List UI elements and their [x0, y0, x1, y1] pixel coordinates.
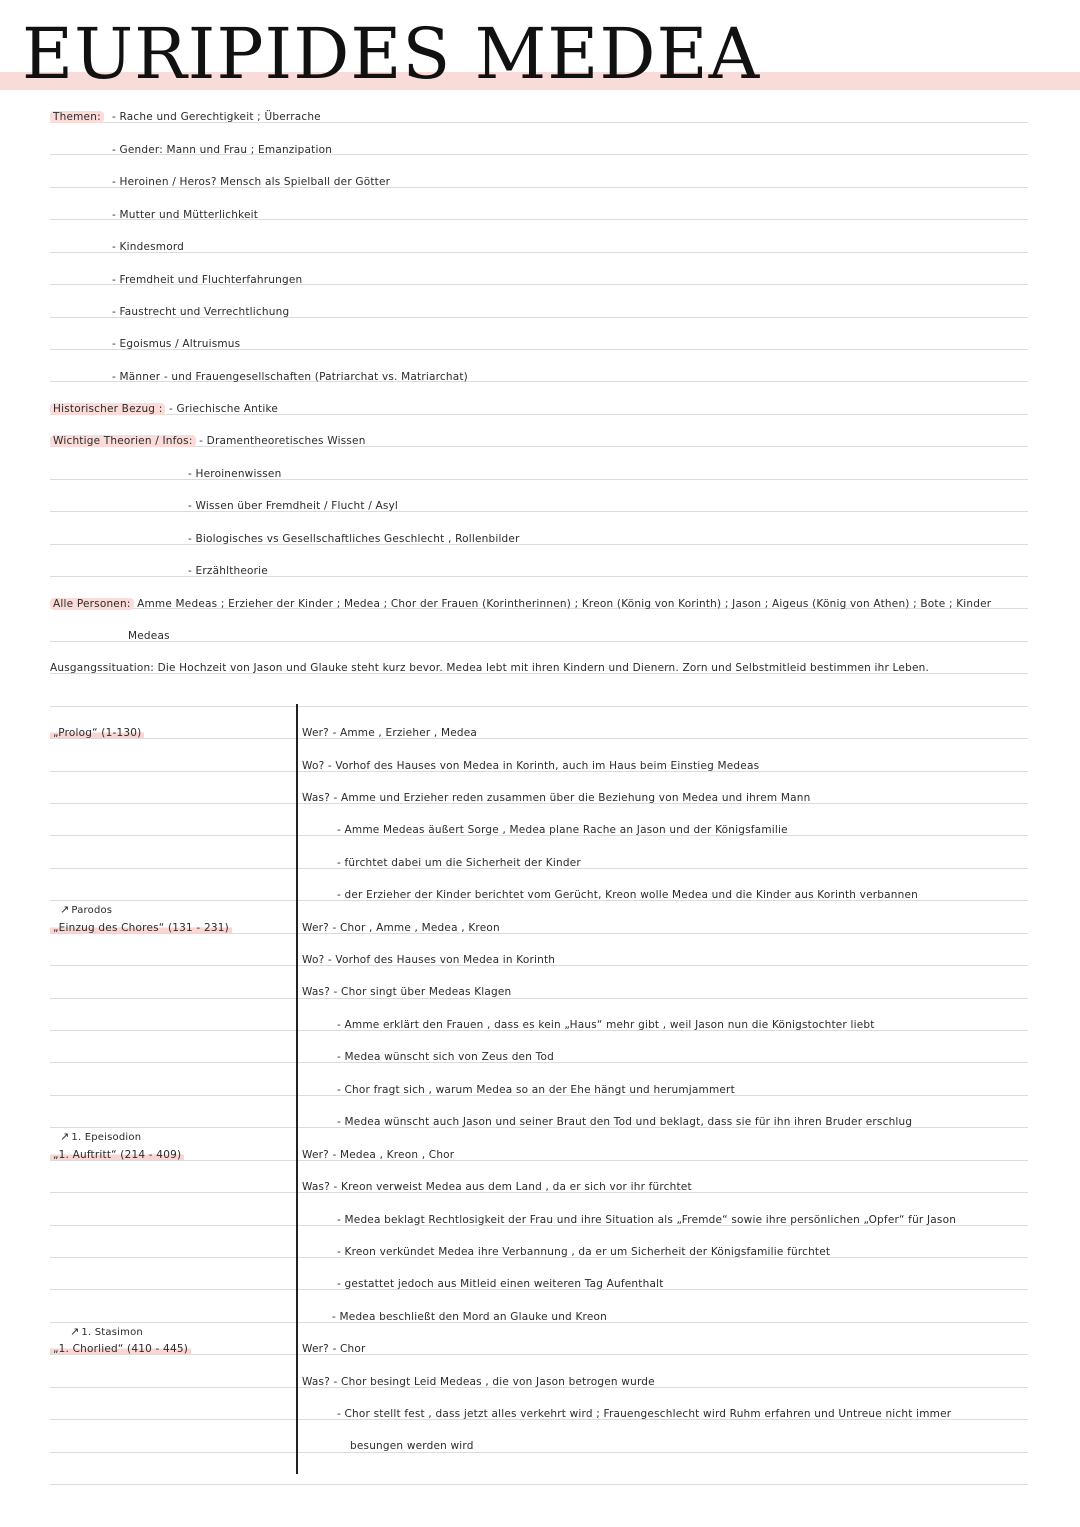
list-item: - Egoismus / Altruismus [112, 338, 241, 350]
scene-line: Was? - Amme und Erzieher reden zusammen über die Beziehung von Medea und ihrem Mann [302, 792, 811, 804]
page-title: EURIPIDES MEDEA [22, 13, 761, 95]
scene-line: - fürchtet dabei um die Sicherheit der Kinder [337, 857, 581, 869]
arrow-icon: ↗ [60, 903, 70, 916]
scene-line: - Medea beklagt Rechtlosigkeit der Frau und ihre Situation als „Fremde“ sowie ihre persönlichen „Opfer“ für Jason [337, 1214, 957, 1226]
personen-row [50, 597, 991, 611]
list-item: - Fremdheit und Fluchterfahrungen [112, 274, 303, 286]
section-note-stasimon: ↗ 1. Stasimon [70, 1325, 143, 1338]
section-note-parodos: ↗ Parodos [60, 903, 113, 916]
list-item: - Mutter und Mütterlichkeit [112, 209, 259, 221]
section-label-prolog: „Prolog“ (1-130) [50, 726, 144, 740]
section-note-epeisodion: ↗ 1. Epeisodion [60, 1130, 142, 1143]
list-item: - Faustrecht und Verrechtlichung [112, 306, 290, 318]
personen-text-continued: Medeas [128, 630, 170, 642]
theorien-row [50, 434, 366, 448]
bezug-label: Historischer Bezug : [50, 403, 165, 415]
arrow-icon: ↗ [70, 1325, 80, 1338]
scene-line: - Medea wünscht auch Jason und seiner Braut den Tod und beklagt, dass sie für ihn ihren Bruder erschlug [337, 1116, 913, 1128]
personen-label: Alle Personen: [50, 598, 134, 610]
bezug-row [50, 402, 278, 416]
scene-line: Was? - Kreon verweist Medea aus dem Land , da er sich vor ihr fürchtet [302, 1181, 692, 1193]
column-divider [296, 704, 298, 1474]
list-item: - Heroinenwissen [188, 468, 282, 480]
scene-line: Was? - Chor singt über Medeas Klagen [302, 986, 512, 998]
scene-line: Wo? - Vorhof des Hauses von Medea in Korinth [302, 954, 556, 966]
personen-text: Amme Medeas ; Erzieher der Kinder ; Medea ; Chor der Frauen (Korintherinnen) ; Kreon (König von Korinth) ; Jason ; Aigeus (König von Athen) ; Bote ; Kinder [137, 598, 992, 610]
list-item: - Rache und Gerechtigkeit ; Überrache [112, 111, 321, 123]
scene-line: - Chor stellt fest , dass jetzt alles verkehrt wird ; Frauengeschlecht wird Ruhm erfahren und Untreue nicht immer [337, 1408, 952, 1420]
scene-line: Wer? - Amme , Erzieher , Medea [302, 727, 478, 739]
scene-line: - Medea beschließt den Mord an Glauke und Kreon [332, 1311, 607, 1323]
themen-label: Themen: [50, 110, 104, 124]
scene-line: Wer? - Medea , Kreon , Chor [302, 1149, 455, 1161]
bezug-text: - Griechische Antike [169, 403, 279, 415]
scene-line: - Medea wünscht sich von Zeus den Tod [337, 1051, 554, 1063]
ausgangssituation: Ausgangssituation: Die Hochzeit von Jason und Glauke steht kurz bevor. Medea lebt mit ihren Kindern und Dienern. Zorn und Selbstmitleid bestimmen ihr Leben. [50, 662, 930, 674]
scene-line: - Amme erklärt den Frauen , dass es kein „Haus“ mehr gibt , weil Jason nun die Königstochter liebt [337, 1019, 875, 1031]
list-item: - Dramentheoretisches Wissen [199, 435, 366, 447]
scene-line: besungen werden wird [350, 1440, 474, 1452]
theorien-label: Wichtige Theorien / Infos: [50, 435, 196, 447]
list-item: - Männer - und Frauengesellschaften (Patriarchat vs. Matriarchat) [112, 371, 468, 383]
scene-line: Wer? - Chor [302, 1343, 366, 1355]
scene-line: Wer? - Chor , Amme , Medea , Kreon [302, 922, 500, 934]
scene-line: - gestattet jedoch aus Mitleid einen weiteren Tag Aufenthalt [337, 1278, 664, 1290]
list-item: - Heroinen / Heros? Mensch als Spielball der Götter [112, 176, 391, 188]
scene-line: - Amme Medeas äußert Sorge , Medea plane Rache an Jason und der Königsfamilie [337, 824, 788, 836]
list-item: - Wissen über Fremdheit / Flucht / Asyl [188, 500, 399, 512]
scene-line: - Kreon verkündet Medea ihre Verbannung , da er um Sicherheit der Königsfamilie fürchtet [337, 1246, 831, 1258]
list-item: - Erzähltheorie [188, 565, 268, 577]
list-item: - Gender: Mann und Frau ; Emanzipation [112, 144, 333, 156]
scene-line: - der Erzieher der Kinder berichtet vom Gerücht, Kreon wolle Medea und die Kinder aus Korinth verbannen [337, 889, 918, 901]
scene-line: - Chor fragt sich , warum Medea so an der Ehe hängt und herumjammert [337, 1084, 735, 1096]
scene-line: Wo? - Vorhof des Hauses von Medea in Korinth, auch im Haus beim Einstieg Medeas [302, 760, 760, 772]
section-label-parodos: „Einzug des Chores“ (131 - 231) [50, 921, 232, 935]
list-item: - Kindesmord [112, 241, 185, 253]
scene-line: Was? - Chor besingt Leid Medeas , die von Jason betrogen wurde [302, 1376, 655, 1388]
arrow-icon: ↗ [60, 1130, 70, 1143]
section-label-stasimon: „1. Chorlied“ (410 - 445) [50, 1342, 191, 1356]
list-item: - Biologisches vs Gesellschaftliches Geschlecht , Rollenbilder [188, 533, 520, 545]
section-label-epeisodion: „1. Auftritt“ (214 - 409) [50, 1148, 184, 1162]
